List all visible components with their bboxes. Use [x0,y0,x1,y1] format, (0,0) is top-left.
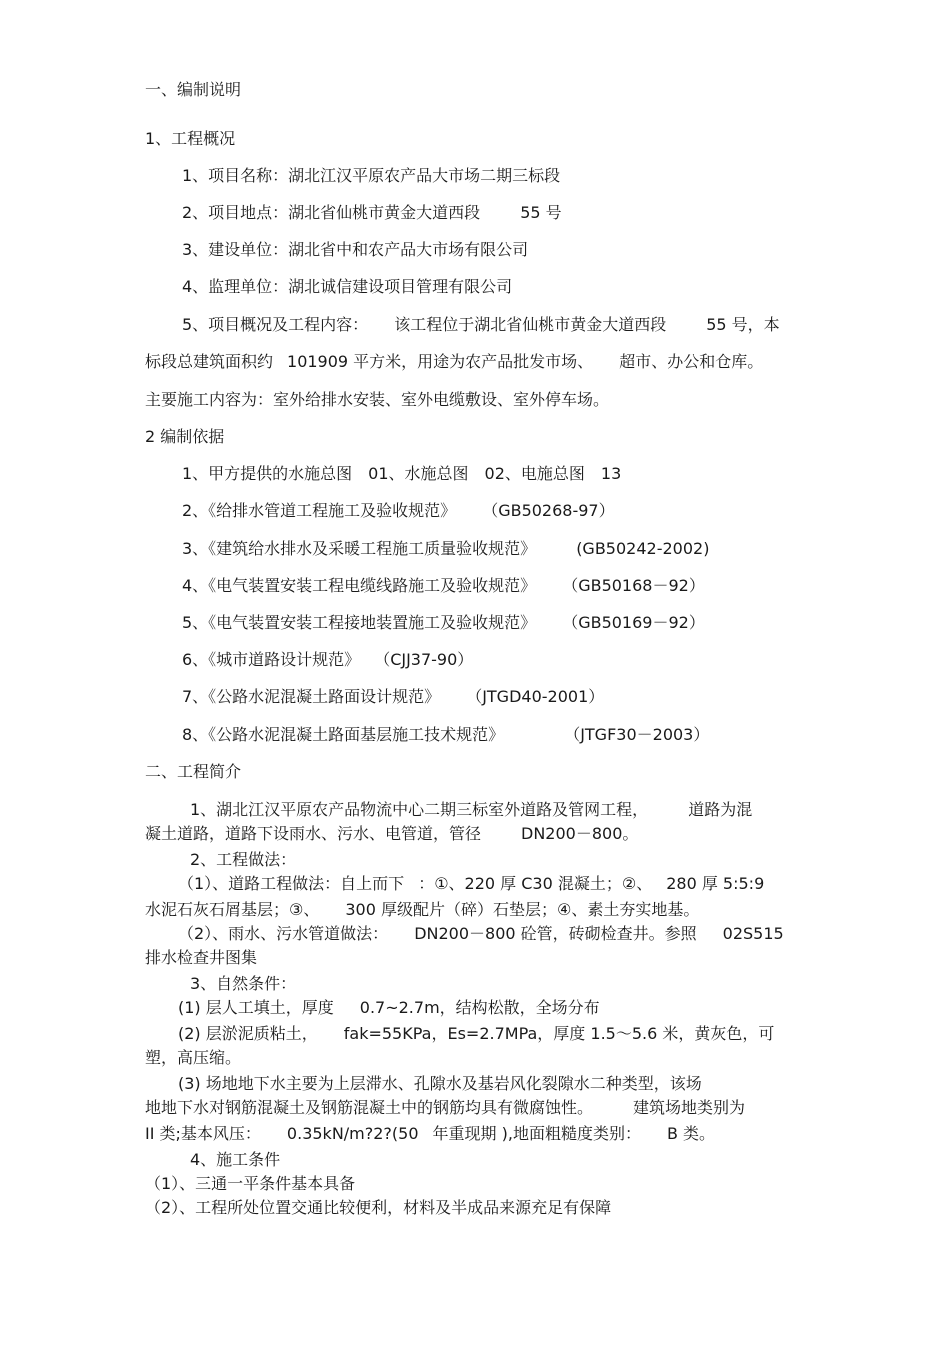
overview-area: 101909 平方米，用途为农产品批发市场、 [287,352,594,371]
method-title: 2、工程做法： [190,850,297,869]
soil-layer-2 [178,1024,774,1044]
intro-diameter: DN200－800。 [521,824,639,843]
groundwater-corrosion: 地地下水对钢筋混凝土及钢筋混凝土中的钢筋均具有微腐蚀性。 [145,1098,594,1117]
road-method [178,874,764,894]
intro-line-2 [145,824,638,844]
overview-area-label: 标段总建筑面积约 [145,352,274,371]
basis-item [182,576,705,596]
section-title: 二、工程简介 [145,762,242,781]
condition-item: （1）、三通一平条件基本具备 [145,1174,356,1193]
construction-unit: 3、建设单位：湖北省中和农产品大市场有限公司 [182,240,529,259]
basis-code: （JTGD40-2001） [466,687,605,706]
basis-name: 7、《公路水泥混凝土路面设计规范》 [182,687,441,706]
soil-layer-2-label: (2) 层淤泥质粘土， [178,1024,318,1043]
basis-code: (GB50242-2002) [576,539,710,558]
project-overview [182,315,780,335]
pipe-method-line-2: 排水检查井图集 [145,948,258,967]
supervision-unit: 4、监理单位：湖北诚信建设项目管理有限公司 [182,277,513,296]
basis-item [182,539,709,559]
basis-name: 2、《给排水管道工程施工及验收规范》 [182,501,457,520]
groundwater-line-2 [145,1098,745,1118]
intro-pipes: 凝土道路，道路下设雨水、污水、电管道，管径 [145,824,482,843]
pipe-method-spec: DN200－800 砼管，砖砌检查井。参照 [414,924,697,943]
soil-layer-2-line-2: 塑，高压缩。 [145,1048,242,1067]
soil-layer-1 [178,998,600,1018]
road-method-layer-2: 280 厚 5:5:9 [666,874,765,893]
basis-code: （GB50268-97） [482,501,615,520]
basis-name: 4、《电气装置安装工程电缆线路施工及验收规范》 [182,576,537,595]
intro-text: 1、湖北江汉平原农产品物流中心二期三标室外道路及管网工程， [190,800,649,819]
intro-road: 道路为混 [688,800,753,819]
soil-layer-2-text: fak=55KPa，Es=2.7MPa，厚度 1.5～5.6 米，黄灰色，可 [343,1024,775,1043]
basis-name: 3、《建筑给水排水及采暖工程施工质量验收规范》 [182,539,537,558]
road-method-label: （1）、道路工程做法：自上而下 [178,874,405,893]
overview-line-3: 主要施工内容为：室外给排水安装、室外电缆敷设、室外停车场。 [145,390,610,409]
condition-item: （2）、工程所处位置交通比较便利，材料及半成品来源充足有保障 [145,1198,612,1217]
subsection-title: 1、工程概况 [145,129,236,148]
overview-line-2 [145,352,763,372]
pipe-method [178,924,784,944]
road-method-layer-1: ：①、220 厚 C30 混凝土；②、 [418,874,653,893]
soil-layer-1-text: 0.7~2.7m，结构松散，全场分布 [359,998,600,1017]
basis-name: 6、《城市道路设计规范》 [182,650,361,669]
road-method-subbase: 300 厚级配片（碎）石垫层；④、素土夯实地基。 [345,900,700,919]
basis-item: 1、甲方提供的水施总图 01、水施总图 02、电施总图 13 [182,464,622,483]
basis-code: （GB50169－92） [562,613,705,632]
pipe-method-label: （2）、雨水、污水管道做法： [178,924,389,943]
project-location-number: 55 号 [520,203,562,222]
project-location-text: 2、项目地点：湖北省仙桃市黄金大道西段 [182,203,481,222]
subsection-title: 2 编制依据 [145,427,225,446]
basis-code: （CJJ37-90） [374,650,474,669]
groundwater: (3) 场地地下水主要为上层滞水、孔隙水及基岩风化裂隙水二种类型，该场 [178,1074,702,1093]
basis-code: （JTGF30－2003） [564,725,710,744]
basis-code: （GB50168－92） [562,576,705,595]
basis-item [182,687,604,707]
nature-title: 3、自然条件： [190,974,297,993]
overview-usage: 超市、办公和仓库。 [619,352,764,371]
section-title: 一、编制说明 [145,80,242,99]
basis-item [182,650,473,670]
wind-pressure: 0.35kN/m?2?(50 [286,1124,419,1143]
overview-label: 5、项目概况及工程内容： [182,315,369,334]
road-method-base: 水泥石灰石屑基层；③、 [145,900,320,919]
construction-conditions-title: 4、施工条件 [190,1150,281,1169]
pipe-method-atlas-code: 02S515 [722,924,784,943]
project-location [182,203,562,223]
groundwater-line-3 [145,1124,715,1144]
site-class: II 类;基本风压： [145,1124,261,1143]
intro-line-1 [190,800,752,820]
basis-name: 8、《公路水泥混凝土路面基层施工技术规范》 [182,725,505,744]
basis-item [182,613,705,633]
site-class-label: 建筑场地类别为 [633,1098,746,1117]
project-name: 1、项目名称：湖北江汉平原农产品大市场二期三标段 [182,166,561,185]
basis-name: 5、《电气装置安装工程接地装置施工及验收规范》 [182,613,537,632]
soil-layer-1-label: (1) 层人工填土，厚度 [178,998,334,1017]
basis-item [182,501,615,521]
road-method-line-2 [145,900,699,920]
overview-text: 该工程位于湖北省仙桃市黄金大道西段 [394,315,667,334]
return-period: 年重现期 ),地面粗糙度类别： [432,1124,641,1143]
roughness-class: B 类。 [666,1124,716,1143]
overview-number: 55 号，本 [706,315,780,334]
basis-item [182,725,709,745]
